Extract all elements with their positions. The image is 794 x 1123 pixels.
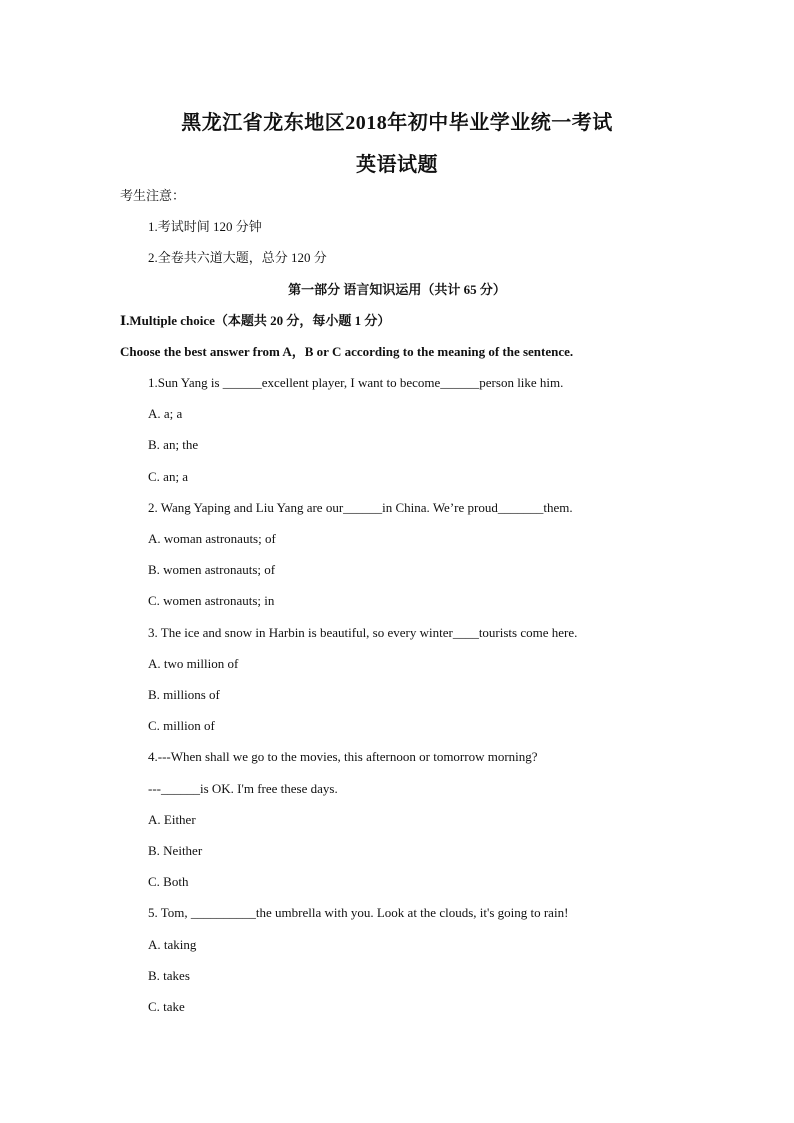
question-stem: 5. Tom, __________the umbrella with you. Look at the clouds, it's going to rain! <box>148 905 569 920</box>
exam-title: 黑龙江省龙东地区2018年初中毕业学业统一考试 <box>181 112 613 134</box>
question-stem-continued: ---______is OK. I'm free these days. <box>148 781 338 796</box>
question-stem: 2. Wang Yaping and Liu Yang are our______in China. We’re proud_______them. <box>148 500 573 515</box>
section-heading: Ⅰ.Multiple choice（本题共 20 分，每小题 1 分） <box>120 313 391 328</box>
answer-option: B. Neither <box>148 843 203 858</box>
notice-item: 2.全卷共六道大题，总分 120 分 <box>148 250 327 265</box>
answer-option: B. women astronauts; of <box>148 562 276 577</box>
section-instruction: Choose the best answer from A，B or C according to the meaning of the sentence. <box>120 344 574 359</box>
answer-option: B. an; the <box>148 437 199 452</box>
answer-option: C. million of <box>148 718 215 733</box>
answer-option: C. an; a <box>148 469 189 484</box>
answer-option: C. take <box>148 999 185 1014</box>
answer-option: C. Both <box>148 874 189 889</box>
answer-option: A. Either <box>148 812 196 827</box>
answer-option: C. women astronauts; in <box>148 593 275 608</box>
answer-option: A. woman astronauts; of <box>148 531 276 546</box>
answer-option: B. millions of <box>148 687 220 702</box>
notice-item: 1.考试时间 120 分钟 <box>148 219 262 234</box>
notice-heading: 考生注意： <box>120 188 186 203</box>
exam-subtitle: 英语试题 <box>356 154 438 176</box>
question-stem: 3. The ice and snow in Harbin is beautiful, so every winter____tourists come here. <box>148 625 578 640</box>
answer-option: B. takes <box>148 968 190 983</box>
question-stem: 4.---When shall we go to the movies, this afternoon or tomorrow morning? <box>148 749 538 764</box>
answer-option: A. taking <box>148 937 197 952</box>
answer-option: A. a; a <box>148 406 183 421</box>
part-heading: 第一部分 语言知识运用（共计 65 分） <box>288 282 506 297</box>
question-stem: 1.Sun Yang is ______excellent player, I want to become______person like him. <box>148 375 564 390</box>
answer-option: A. two million of <box>148 656 239 671</box>
